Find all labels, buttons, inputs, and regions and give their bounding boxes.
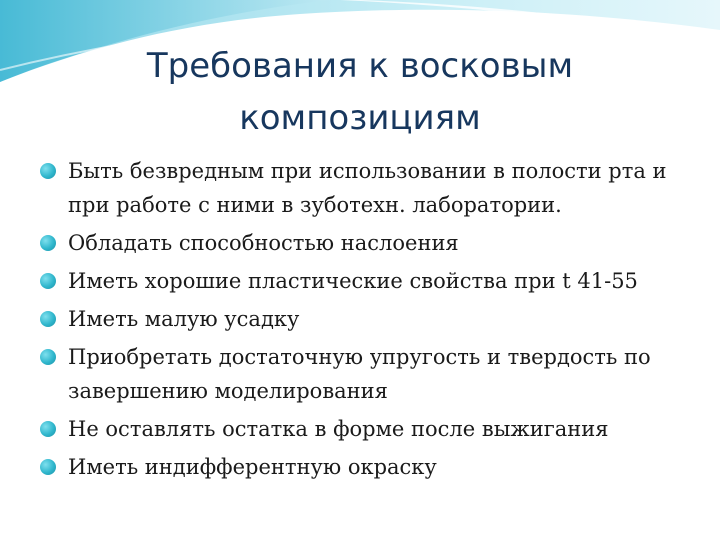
bullet-icon — [40, 273, 56, 289]
bullet-text: Иметь индифферентную окраску — [68, 455, 437, 479]
bullet-icon — [40, 459, 56, 475]
bullet-icon — [40, 311, 56, 327]
list-item — [40, 412, 700, 446]
list-item — [40, 264, 700, 298]
list-item — [40, 154, 700, 222]
bullet-icon — [40, 349, 56, 365]
bullet-text: Не оставлять остатка в форме после выжигания — [68, 417, 609, 441]
bullet-text: Быть безвредным при использовании в полости рта и при работе с ними в зуботехн. лаборатории. — [68, 159, 667, 217]
bullet-text: Обладать способностью наслоения — [68, 231, 459, 255]
list-item — [40, 450, 700, 484]
bullet-text: Приобретать достаточную упругость и твердость по завершению моделирования — [68, 345, 651, 403]
bullet-list — [40, 154, 700, 488]
slide-title: Требования к восковым композициям — [146, 46, 574, 138]
bullet-icon — [40, 421, 56, 437]
list-item — [40, 302, 700, 336]
bullet-icon — [40, 163, 56, 179]
list-item — [40, 340, 700, 408]
bullet-text: Иметь малую усадку — [68, 307, 300, 331]
bullet-text: Иметь хорошие пластические свойства при t 41-55 — [68, 269, 638, 293]
bullet-icon — [40, 235, 56, 251]
list-item — [40, 226, 700, 260]
